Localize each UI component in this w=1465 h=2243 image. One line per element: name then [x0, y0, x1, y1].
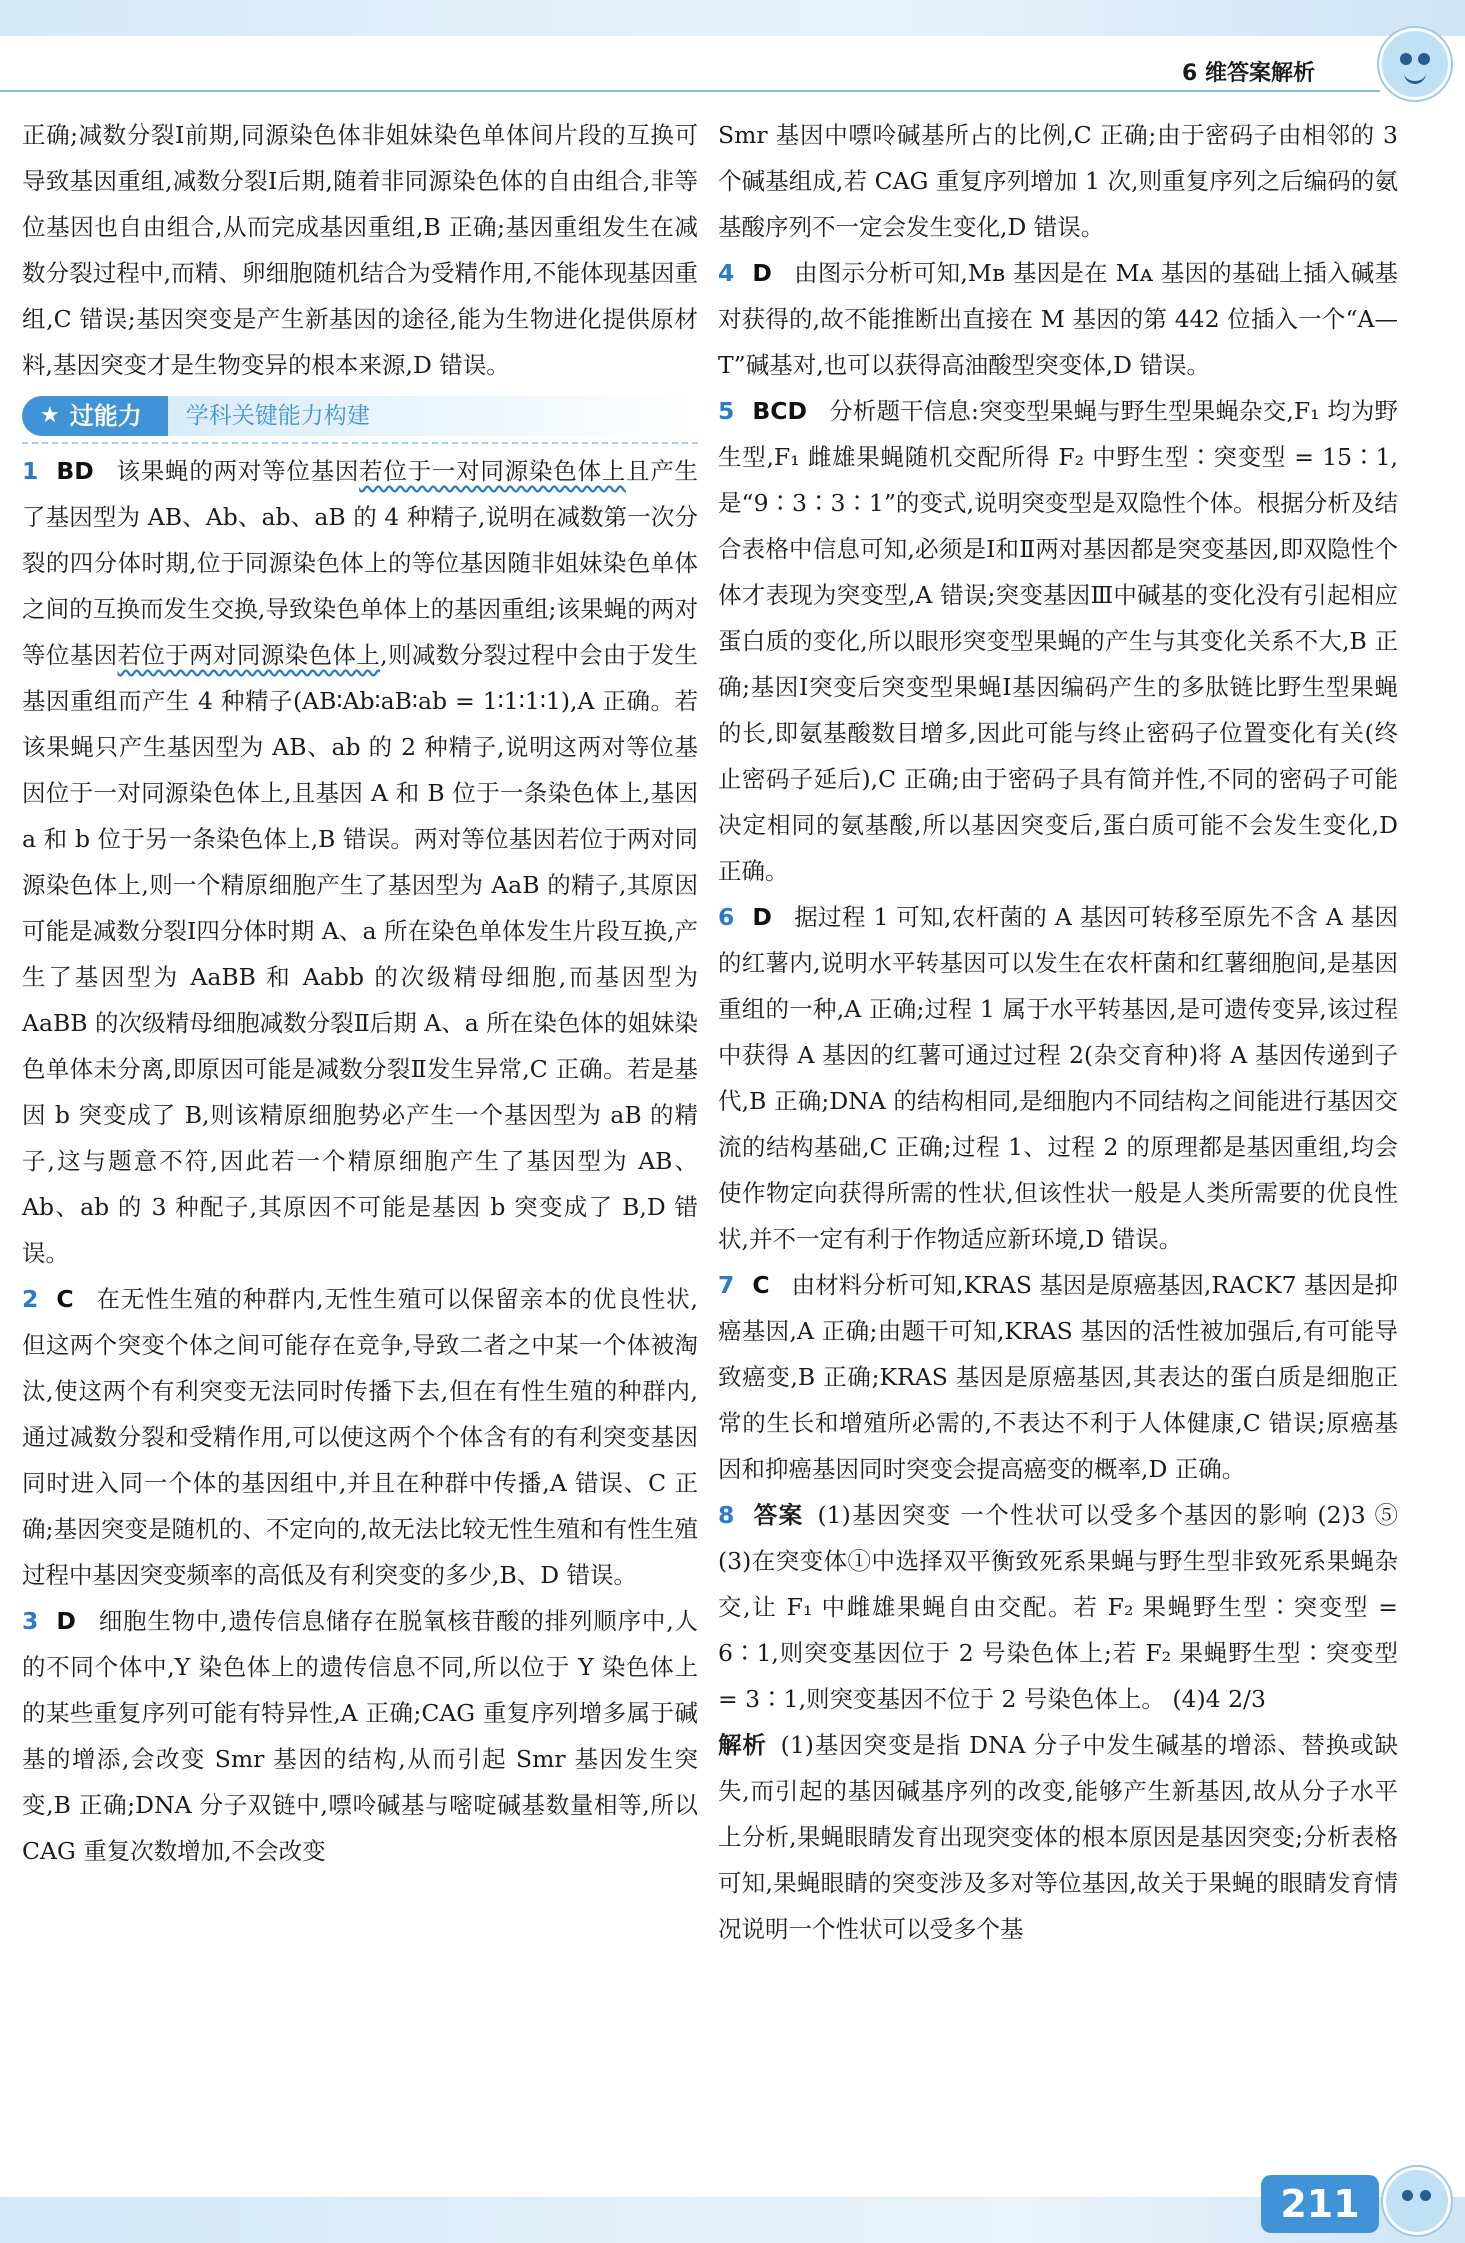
question-number: 4: [718, 259, 735, 287]
answer-label: 答案: [752, 1501, 804, 1529]
section-header: [22, 394, 698, 438]
left-column: [22, 112, 698, 1874]
question-number: 1: [22, 457, 39, 485]
star-icon: ★: [40, 403, 60, 428]
question-3-continued: Smr 基因中嘌呤碱基所占的比例,C 正确;由于密码子由相邻的 3 个碱基组成,若 CAG 重复序列增加 1 次,则重复序列之后编码的氨基酸序列不一定会发生变化,D 错误。: [718, 121, 1398, 241]
answer-key: BCD: [752, 397, 808, 425]
question-1: 1 BD 该果蝇的两对等位基因若位于一对同源染色体上且产生了基因型为 AB、Ab、ab、aB 的 4 种精子,说明在减数第一次分裂的四分体时期,位于同源染色体上的等位基因随非姐妹染色单体之间的互换而发生交换,导致染色单体上的基因重组;该果蝇的两对等位基因若位于两对同源染色体上,则减数分裂过程中会由于发生基因重组而产生 4 种精子(AB∶Ab∶aB∶ab = 1∶1∶1∶1),A 正确。若该果蝇只产生基因型为 AB、ab 的 2 种精子,说明这两对等位基因位于一对同源染色体上,且基因 A 和 B 位于一条染色体上,基因 a 和 b 位于另一条染色体上,B 错误。两对等位基因若位于两对同源染色体上,则一个精原细胞产生了基因型为 AaB 的精子,其原因可能是减数分裂Ⅰ四分体时期 A、a 所在染色单体发生片段互换,产生了基因型为 AaBB 和 Aabb 的次级精母细胞,而基因型为 AaBB 的次级精母细胞减数分裂Ⅱ后期 A、a 所在染色体的姐妹染色单体未分离,即原因可能是减数分裂Ⅱ发生异常,C 正确。若是基因 b 突变成了 B,则该精原细胞势必产生一个基因型为 aB 的精子,这与题意不符,因此若一个精原细胞产生了基因型为 AB、Ab、ab 的 3 种配子,其原因不可能是基因 b 突变成了 B,D 错误。: [22, 457, 699, 1267]
question-8: 8 答案 (1)基因突变 一个性状可以受多个基因的影响 (2)3 ⑤ (3)在突变体①中选择双平衡致死系果蝇与野生型非致死系果蝇杂交,让 F₁ 中雌雄果蝇自由交配。若 F₂ 果蝇野生型∶突变型 = 6∶1,则突变基因位于 2 号染色体上;若 F₂ 果蝇野生型∶突变型 = 3∶1,则突变基因不位于 2 号染色体上。 (4)4 2/3: [718, 1501, 1399, 1713]
mascot-icon: [1383, 2167, 1451, 2235]
answer-key: D: [56, 1607, 76, 1635]
question-7: 7 C 由材料分析可知,KRAS 基因是原癌基因,RACK7 基因是抑癌基因,A 正确;由题干可知,KRAS 基因的活性被加强后,有可能导致癌变,B 正确;KRAS 基因是原癌基因,其表达的蛋白质是细胞正常的生长和增殖所必需的,不表达不利于人体健康,C 错误;原癌基因和抑癌基因同时突变会提高癌变的概率,D 正确。: [718, 1271, 1398, 1483]
question-number: 5: [718, 397, 735, 425]
answer-key: C: [56, 1285, 74, 1313]
section-divider: [22, 442, 698, 444]
question-8-explanation: 解析 (1)基因突变是指 DNA 分子中发生碱基的增添、替换或缺失,而引起的基因碱基序列的改变,能够产生新基因,故从分子水平上分析,果蝇眼睛发育出现突变体的根本原因是基因突变;分析表格可知,果蝇眼睛的突变涉及多对等位基因,故关于果蝇的眼睛发育情况说明一个性状可以受多个基: [718, 1731, 1398, 1943]
header-rule: [0, 90, 1380, 92]
answer-key: D: [752, 903, 772, 931]
question-number: 3: [22, 1607, 39, 1635]
question-number: 7: [718, 1271, 735, 1299]
wavy-underline-text: 若位于一对同源染色体上: [359, 457, 626, 485]
question-6: 6 D 据过程 1 可知,农杆菌的 A 基因可转移至原先不含 A 基因的红薯内,说明水平转基因可以发生在农杆菌和红薯细胞间,是基因重组的一种,A 正确;过程 1 属于水平转基因,是可遗传变异,该过程中获得 A 基因的红薯可通过过程 2(杂交育种)将 A 基因传递到子代,B 正确;DNA 的结构相同,是细胞内不同结构之间能进行基因交流的结构基础,C 正确;过程 1、过程 2 的原理都是基因重组,均会使作物定向获得所需的性状,但该性状一般是人类所需要的优良性状,并不一定有利于作物适应新环境,D 错误。: [718, 903, 1398, 1253]
question-2: 2 C 在无性生殖的种群内,无性生殖可以保留亲本的优良性状,但这两个突变个体之间可能存在竞争,导致二者之中某一个体被淘汰,使这两个有利突变无法同时传播下去,但在有性生殖的种群内,通过减数分裂和受精作用,可以使这两个个体含有的有利突变基因同时进入同一个体的基因组中,并且在种群中传播,A 错误、C 正确;基因突变是随机的、不定向的,故无法比较无性生殖和有性生殖过程中基因突变频率的高低及有利突变的多少,B、D 错误。: [22, 1285, 698, 1589]
answer-key: D: [752, 259, 772, 287]
wavy-underline-text: 若位于两对同源染色体上: [117, 641, 381, 669]
right-column: [718, 112, 1398, 1952]
question-3: 3 D 细胞生物中,遗传信息储存在脱氧核苷酸的排列顺序中,人的不同个体中,Y 染色体上的遗传信息不同,所以位于 Y 染色体上的某些重复序列可能有特异性,A 正确;CAG 重复序列增多属于碱基的增添,会改变 Smr 基因的结构,从而引起 Smr 基因发生突变,B 正确;DNA 分子双链中,嘌呤碱基与嘧啶碱基数量相等,所以 CAG 重复次数增加,不会改变: [22, 1607, 698, 1865]
question-number: 8: [718, 1501, 735, 1529]
question-number: 6: [718, 903, 735, 931]
answer-key: C: [752, 1271, 770, 1299]
section-subtitle: 学科关键能力构建: [168, 396, 698, 436]
bottom-decor-band: [0, 2197, 1465, 2243]
mascot-icon: [1379, 28, 1451, 100]
page-number: 211: [1261, 2175, 1379, 2233]
question-4: 4 D 由图示分析可知,Mʙ 基因是在 Mᴀ 基因的基础上插入碱基对获得的,故不能推断出直接在 M 基因的第 442 位插入一个“A—T”碱基对,也可以获得高油酸型突变体,D 错误。: [718, 259, 1398, 379]
intro-paragraph: 正确;减数分裂Ⅰ前期,同源染色体非姐妹染色单体间片段的互换可导致基因重组,减数分裂Ⅰ后期,随着非同源染色体的自由组合,非等位基因也自由组合,从而完成基因重组,B 正确;基因重组发生在减数分裂过程中,而精、卵细胞随机结合为受精作用,不能体现基因重组,C 错误;基因突变是产生新基因的途径,能为生物进化提供原材料,基因突变才是生物变异的根本来源,D 错误。: [22, 121, 698, 379]
header-label: 6 维答案解析: [1182, 61, 1315, 86]
section-title: 过能力: [69, 402, 142, 430]
question-5: 5 BCD 分析题干信息:突变型果蝇与野生型果蝇杂交,F₁ 均为野生型,F₁ 雌雄果蝇随机交配所得 F₂ 中野生型∶突变型 = 15∶1,是“9∶3∶3∶1”的变式,说明突变型是双隐性个体。根据分析及结合表格中信息可知,必须是Ⅰ和Ⅱ两对基因都是突变基因,即双隐性个体才表现为突变型,A 错误;突变基因Ⅲ中碱基的变化没有引起相应蛋白质的变化,所以眼形突变型果蝇的产生与其变化关系不大,B 正确;基因Ⅰ突变后突变型果蝇Ⅰ基因编码产生的多肽链比野生型果蝇的长,即氨基酸数目增多,因此可能与终止密码子位置变化有关(终止密码子延后),C 正确;由于密码子具有简并性,不同的密码子可能决定相同的氨基酸,所以基因突变后,蛋白质可能不会发生变化,D 正确。: [718, 397, 1398, 885]
answer-key: BD: [56, 457, 94, 485]
explanation-label: 解析: [718, 1731, 767, 1759]
top-decor-band: [0, 0, 1465, 36]
question-number: 2: [22, 1285, 39, 1313]
